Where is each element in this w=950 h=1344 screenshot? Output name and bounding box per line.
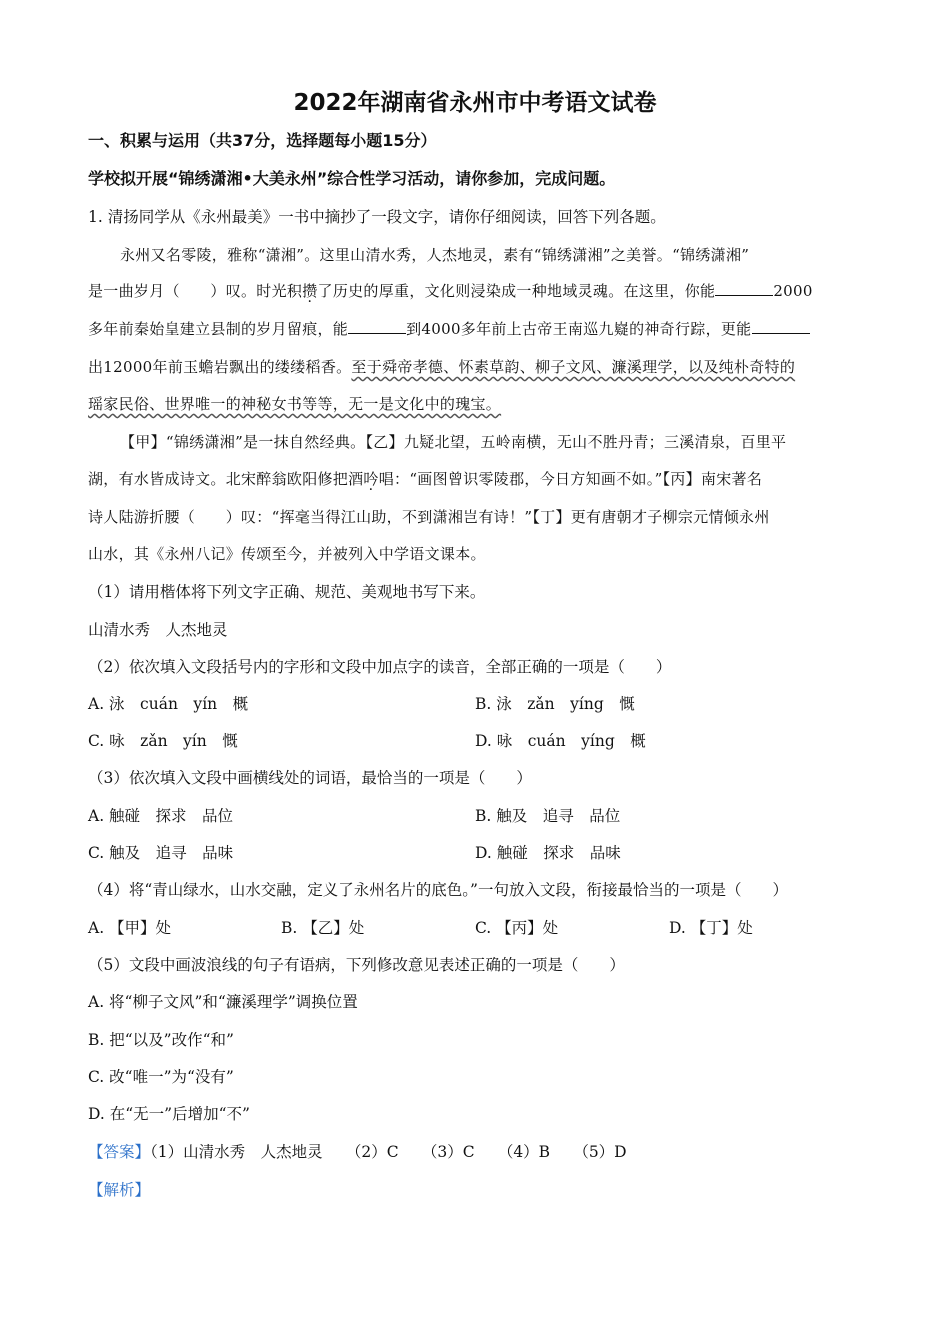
dotted-char: 吟 [363,470,379,488]
question-1-5: （5）文段中画波浪线的句子有语病，下列修改意见表述正确的一项是（ ） [88,956,625,974]
fill-blank-3 [752,319,810,334]
option-1-2-a: A. 泳 cuán yín 概 [88,695,249,713]
question-1-3: （3）依次填入文段中画横线处的词语，最恰当的一项是（ ） [88,769,532,787]
passage2-line3: 诗人陆游折腰（ ）叹：“挥毫当得江山助，不到潇湘岂有诗！”【丁】更有唐朝才子柳宗元情倾永州 [88,508,770,526]
option-1-4-b: B. 【乙】处 [281,919,365,937]
passage1-line2: 是一曲岁月（ ）叹。时光积攒了历史的厚重，文化则浸染成一种地域灵魂。在这里，你能 2000 [88,282,813,300]
option-1-4-c: C. 【丙】处 [475,919,559,937]
option-1-3-c: C. 触及 追寻 品味 [88,844,234,862]
option-1-4-d: D. 【丁】处 [669,919,753,937]
fill-blank-2 [348,319,406,334]
passage1-line3: 多年前秦始皇建立县制的岁月留痕，能 到4000多年前上古帝王南巡九嶷的神奇行踪，更能 [88,319,868,339]
analysis-label: 【解析】 [88,1181,151,1199]
activity-intro: 学校拟开展“锦绣潇湘•大美永州”综合性学习活动，请你参加，完成问题。 [88,169,616,188]
wavy-sentence-cont: 瑶家民俗、世界唯一的神秘女书等等，无一是文化中的瑰宝。 [88,395,502,413]
option-1-2-b: B. 泳 zǎn yíng 慨 [475,695,635,713]
question-1-stem: 1. 清扬同学从《永州最美》一书中摘抄了一段文字，请你仔细阅读，回答下列各题。 [88,208,666,226]
option-1-2-c: C. 咏 zǎn yín 慨 [88,732,238,750]
question-1-4: （4）将“青山绿水，山水交融，定义了永州名片的底色。”一句放入文段，衔接最恰当的一项是（ ） [88,881,788,899]
question-1-2: （2）依次填入文段括号内的字形和文段中加点字的读音，全部正确的一项是（ ） [88,658,672,676]
passage1-line4: 出12000年前玉蟾岩飘出的缕缕稻香。至于舜帝孝德、怀素草韵、柳子文风、濂溪理学，以及纯朴奇特的 [88,358,796,376]
option-1-5-b: B. 把“以及”改作“和” [88,1031,234,1049]
analysis-line [88,1180,868,1200]
passage2-line4: 山水，其《永州八记》传颂至今，并被列入中学语文课本。 [88,545,486,563]
fill-blank-1 [715,281,773,296]
page-title: 2022年湖南省永州市中考语文试卷 [293,90,657,116]
question-1-1-text: 山清水秀 人杰地灵 [88,621,228,639]
question-1-1: （1）请用楷体将下列文字正确、规范、美观地书写下来。 [88,583,486,601]
passage1-line5 [88,394,868,414]
option-1-3-a: A. 触碰 探求 品位 [88,807,234,825]
section-heading: 一、积累与运用（共37分，选择题每小题15分） [88,131,437,150]
option-1-5-d: D. 在“无一”后增加“不” [88,1105,250,1123]
option-1-3-d: D. 触碰 探求 品味 [475,844,621,862]
option-1-3-b: B. 触及 追寻 品位 [475,807,621,825]
option-1-5-c: C. 改“唯一”为“没有” [88,1068,234,1086]
option-1-2-d: D. 咏 cuán yíng 概 [475,732,646,750]
answer-label: 【答案】 [88,1143,151,1161]
answer-text: （1）山清水秀 人杰地灵 （2）C （3）C （4）B （5）D [150,1143,627,1161]
wavy-sentence: 至于舜帝孝德、怀素草韵、柳子文风、濂溪理学，以及纯朴奇特的 [351,358,796,376]
passage2-line2: 湖，有水皆成诗文。北宋醉翁欧阳修把酒吟唱：“画图曾识零陵郡，今日方知画不如。”【丙】南宋著名 [88,470,763,488]
answer-line [88,1142,868,1162]
dotted-char: 攒 [302,282,318,300]
option-1-4-a: A. 【甲】处 [88,919,172,937]
passage1-line1: 永州又名零陵，雅称“潇湘”。这里山清水秀，人杰地灵，素有“锦绣潇湘”之美誉。“锦绣潇湘” [120,246,750,264]
option-1-5-a: A. 将“柳子文风”和“濂溪理学”调换位置 [88,993,358,1011]
passage2-line1: 【甲】“锦绣潇湘”是一抹自然经典。【乙】九疑北望，五岭南横，无山不胜丹青；三溪清泉，百里平 [120,433,787,451]
